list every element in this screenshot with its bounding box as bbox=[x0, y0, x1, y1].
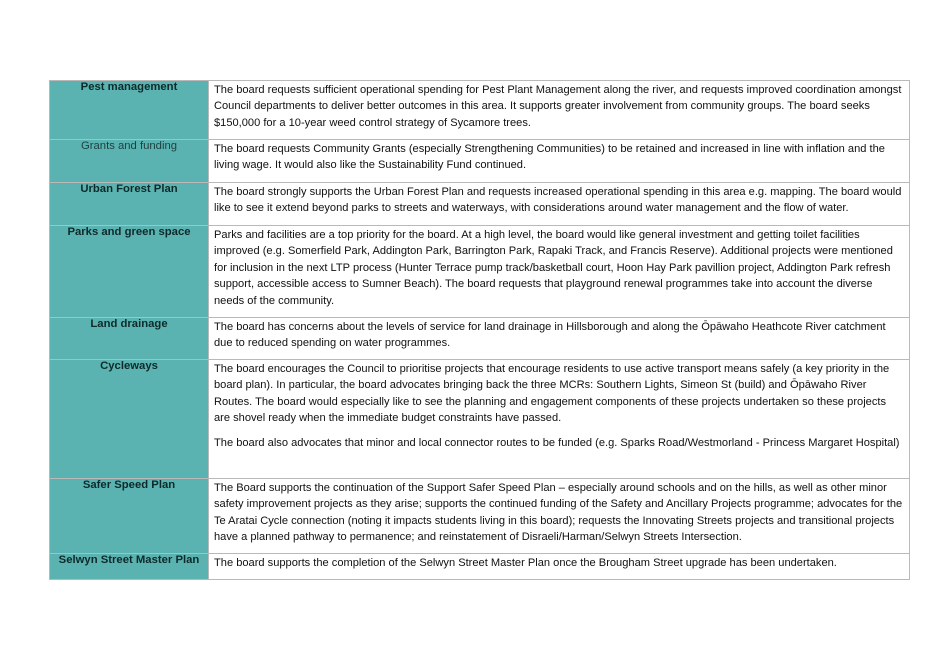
description-paragraph: Parks and facilities are a top priority for the board. At a high level, the board would like general investment and getting toilet facilities improved (e.g. Somerfield Park, Addington Park, Barrington Park, Rapaki Track, and Francis Reserve). Additional projects were mentioned for inclusion in the next LTP process (Hunter Terrace pump track/basketball court, Hoon Hay Park pavillion project, Addington Park refresh support, accessible access to Sumner Beach). The board requests that playground renewal programmes take into account the diverse needs of the community. bbox=[214, 229, 893, 307]
table-row bbox=[50, 360, 910, 479]
table-row bbox=[50, 140, 910, 183]
row-topic: Parks and green space bbox=[50, 226, 209, 318]
description-paragraph: The board supports the completion of the Selwyn Street Master Plan once the Brougham Street upgrade has been undertaken. bbox=[214, 557, 837, 569]
description-paragraph: The Board supports the continuation of the Support Safer Speed Plan – especially around schools and on the hills, as well as other minor safety improvement projects as they arise; supports the continued funding of the Safety and Ancillary Projects programme; advocates for the Te Aratai Cycle connection (noting it impacts students living in this board); requests the Innovating Streets projects and transitional projects have a planned pathway to permanence; and reinstatement of Disraeli/Harman/Selwyn Streets Intersection. bbox=[214, 482, 903, 544]
row-description bbox=[209, 554, 910, 580]
description-paragraph: The board requests sufficient operational spending for Pest Plant Management along the river, and requests improved coordination amongst Council departments to deliver better outcomes in this area. It supports greater involvement from community groups. The board seeks $150,000 for a 10-year weed control strategy of Sycamore trees. bbox=[214, 84, 902, 129]
description-paragraph: The board also advocates that minor and local connector routes to be funded (e.g. Sparks Road/Westmorland - Princess Margaret Hospital) bbox=[214, 436, 900, 449]
row-topic: Cycleways bbox=[50, 360, 209, 479]
table-row bbox=[50, 479, 910, 554]
table-row bbox=[50, 81, 910, 140]
description-paragraph: The board strongly supports the Urban Forest Plan and requests increased operational spending in this area e.g. mapping. The board would like to see it extend beyond parks to streets and waterways, with considerations around water management and the flow of water. bbox=[214, 186, 902, 215]
row-description bbox=[209, 318, 910, 360]
row-topic: Land drainage bbox=[50, 318, 209, 360]
row-topic: Pest management bbox=[50, 81, 209, 140]
row-topic: Urban Forest Plan bbox=[50, 183, 209, 226]
table-row bbox=[50, 183, 910, 226]
row-description bbox=[209, 226, 910, 318]
description-paragraph: The board requests Community Grants (especially Strengthening Communities) to be retained and increased in line with inflation and the living wage. It would also like the Sustainability Fund continued. bbox=[214, 143, 885, 172]
table-row bbox=[50, 226, 910, 318]
table-row bbox=[50, 318, 910, 360]
row-topic: Grants and funding bbox=[50, 140, 209, 183]
row-topic: Safer Speed Plan bbox=[50, 479, 209, 554]
row-description bbox=[209, 479, 910, 554]
row-topic: Selwyn Street Master Plan bbox=[50, 554, 209, 580]
row-description bbox=[209, 140, 910, 183]
description-paragraph: The board has concerns about the levels of service for land drainage in Hillsborough and along the Ōpāwaho Heathcote River catchment due to reduced spending on water programmes. bbox=[214, 321, 886, 350]
row-description bbox=[209, 360, 910, 479]
description-paragraph: The board encourages the Council to prioritise projects that encourage residents to use active transport means safely (a key priority in the board plan). In particular, the board advocates bringing back the three MCRs: Southern Lights, Simeon St (build) and Ōpāwaho River Routes. The board would especially like to see the planning and engagement components of these projects undertaken so these projects are shovel ready when the immediate budget constraints have passed. bbox=[214, 363, 890, 425]
row-description bbox=[209, 183, 910, 226]
row-description bbox=[209, 81, 910, 140]
table-row bbox=[50, 554, 910, 580]
priorities-table bbox=[49, 80, 910, 580]
